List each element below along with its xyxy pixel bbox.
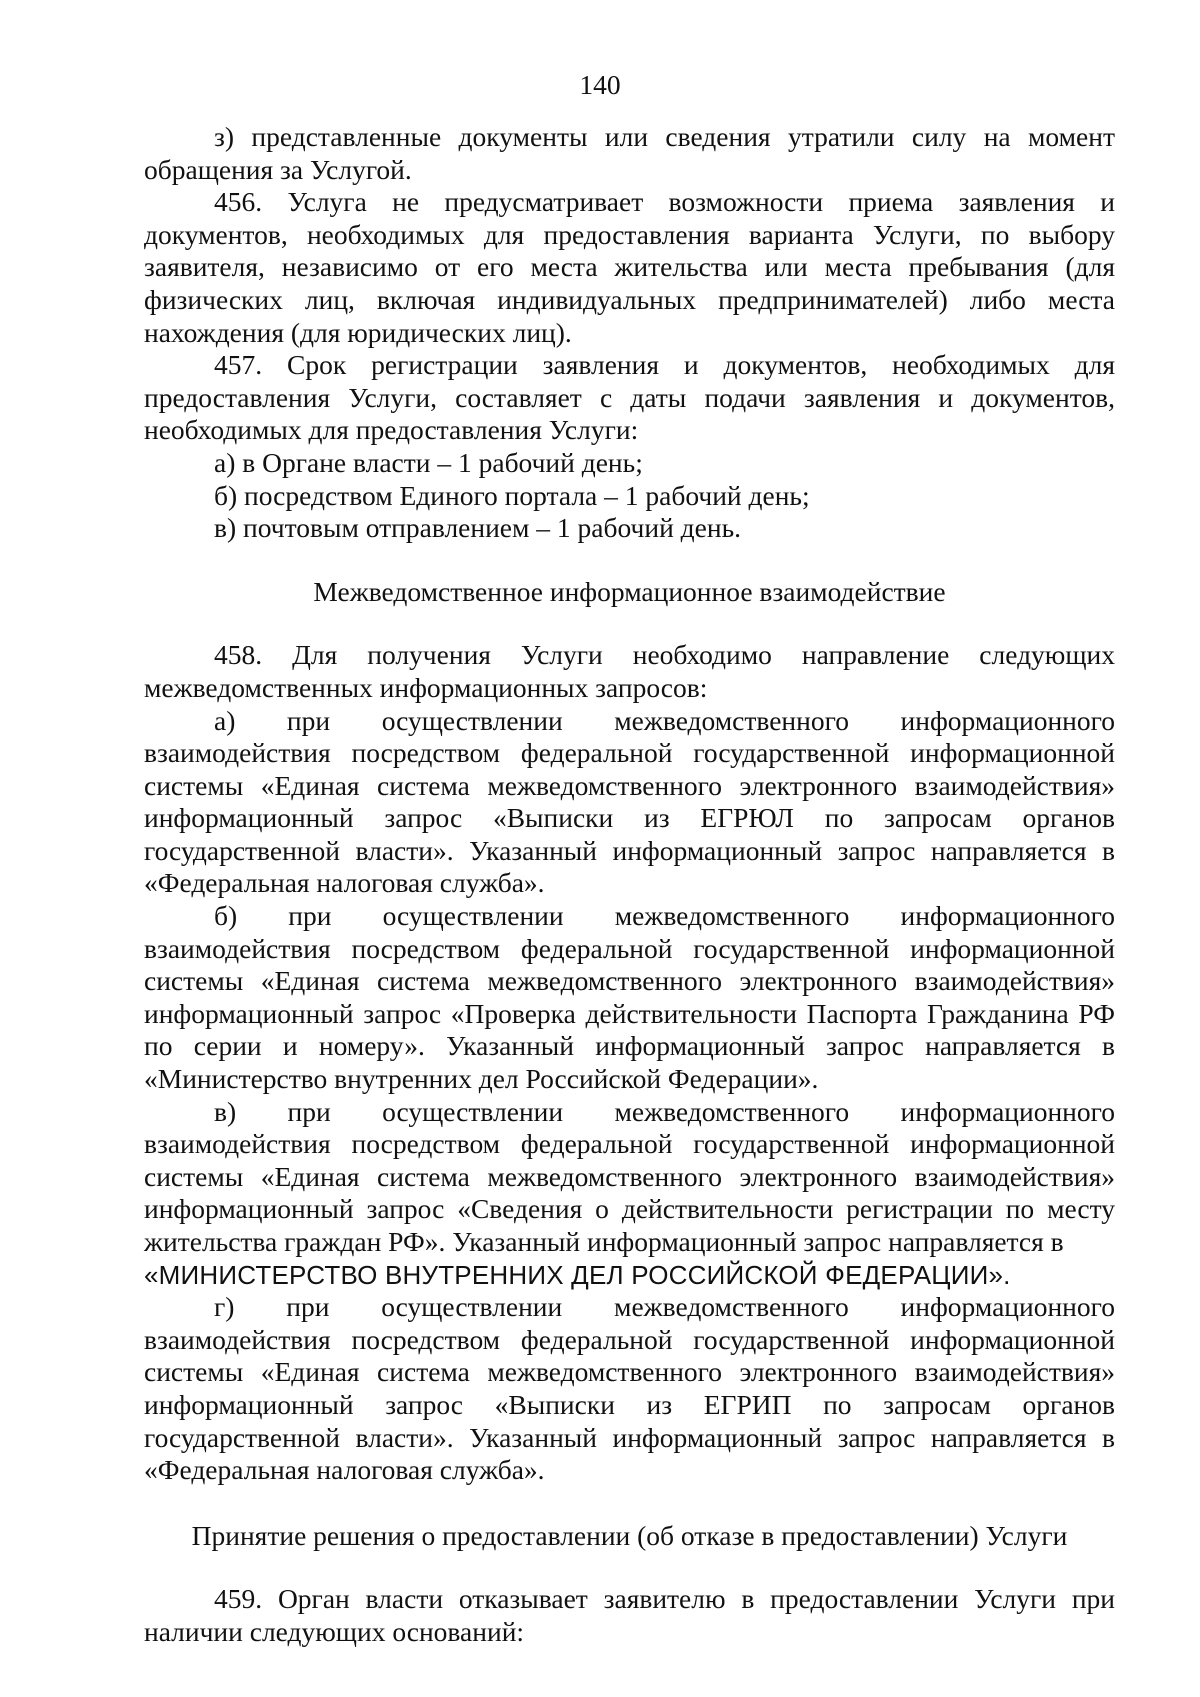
paragraph-458-item-a: а) при осуществлении межведомственного информационного взаимодействия посредством федеральной государственной информационной системы «Единая система межведомственного электронного взаимодействия» информационный запрос «Выписки из ЕГРЮЛ по запросам органов государственной власти». Указанный информационный запрос направляется в «Федеральная налоговая служба». xyxy=(144,704,1115,899)
paragraph-457-item-v: в) почтовым отправлением – 1 рабочий день. xyxy=(214,512,741,544)
paragraph-459: 459. Орган власти отказывает заявителю в предоставлении Услуги при наличии следующих оснований: xyxy=(144,1583,1115,1647)
paragraph-457: 457. Срок регистрации заявления и документов, необходимых для предоставления Услуги, составляет с даты подачи заявления и документов, необходимых для предоставления Услуги: xyxy=(144,349,1115,446)
paragraph-458-item-g: г) при осуществлении межведомственного информационного взаимодействия посредством федеральной государственной информационной системы «Единая система межведомственного электронного взаимодействия» информационный запрос «Выписки из ЕГРИП по запросам органов государственной власти». Указанный информационный запрос направляется в «Федеральная налоговая служба». xyxy=(144,1291,1115,1486)
paragraph-458: 458. Для получения Услуги необходимо направление следующих межведомственных информационных запросов: xyxy=(144,639,1115,703)
page-number: 140 xyxy=(579,69,621,100)
section-heading-decision: Принятие решения о предоставлении (об отказе в предоставлении) Услуги xyxy=(191,1519,1068,1551)
paragraph-456: 456. Услуга не предусматривает возможности приема заявления и документов, необходимых для предоставления варианта Услуги, по выбору заявителя, независимо от его места жительства или места пребывания (для физических лиц, включая индивидуальных предпринимателей) либо места нахождения (для юридических лиц). xyxy=(144,186,1115,348)
paragraph-457-item-a: а) в Органе власти – 1 рабочий день; xyxy=(214,446,643,478)
paragraph-458-item-b: б) при осуществлении межведомственного информационного взаимодействия посредством федеральной государственной информационной системы «Единая система межведомственного электронного взаимодействия» информационный запрос «Проверка действительности Паспорта Гражданина РФ по серии и номеру». Указанный информационный запрос направляется в «Министерство внутренних дел Российской Федерации». xyxy=(144,900,1115,1095)
paragraph-item-z: з) представленные документы или сведения утратили силу на момент обращения за Услугой. xyxy=(144,121,1115,185)
section-heading-interagency: Межведомственное информационное взаимодействие xyxy=(313,575,946,607)
paragraph-458-item-v-recipient xyxy=(144,1259,1115,1292)
paragraph-457-item-b: б) посредством Единого портала – 1 рабочий день; xyxy=(214,479,810,511)
document-body xyxy=(144,121,1115,1649)
paragraph-458-item-v: в) при осуществлении межведомственного информационного взаимодействия посредством федеральной государственной информационной системы «Единая система межведомственного электронного взаимодействия» информационный запрос «Сведения о действительности регистрации по месту жительства граждан РФ». Указанный информационный запрос направляется в xyxy=(144,1095,1115,1257)
recipient-uppercase: «МИНИСТЕРСТВО ВНУТРЕННИХ ДЕЛ РОССИЙСКОЙ ФЕДЕРАЦИИ». xyxy=(144,1259,1011,1290)
